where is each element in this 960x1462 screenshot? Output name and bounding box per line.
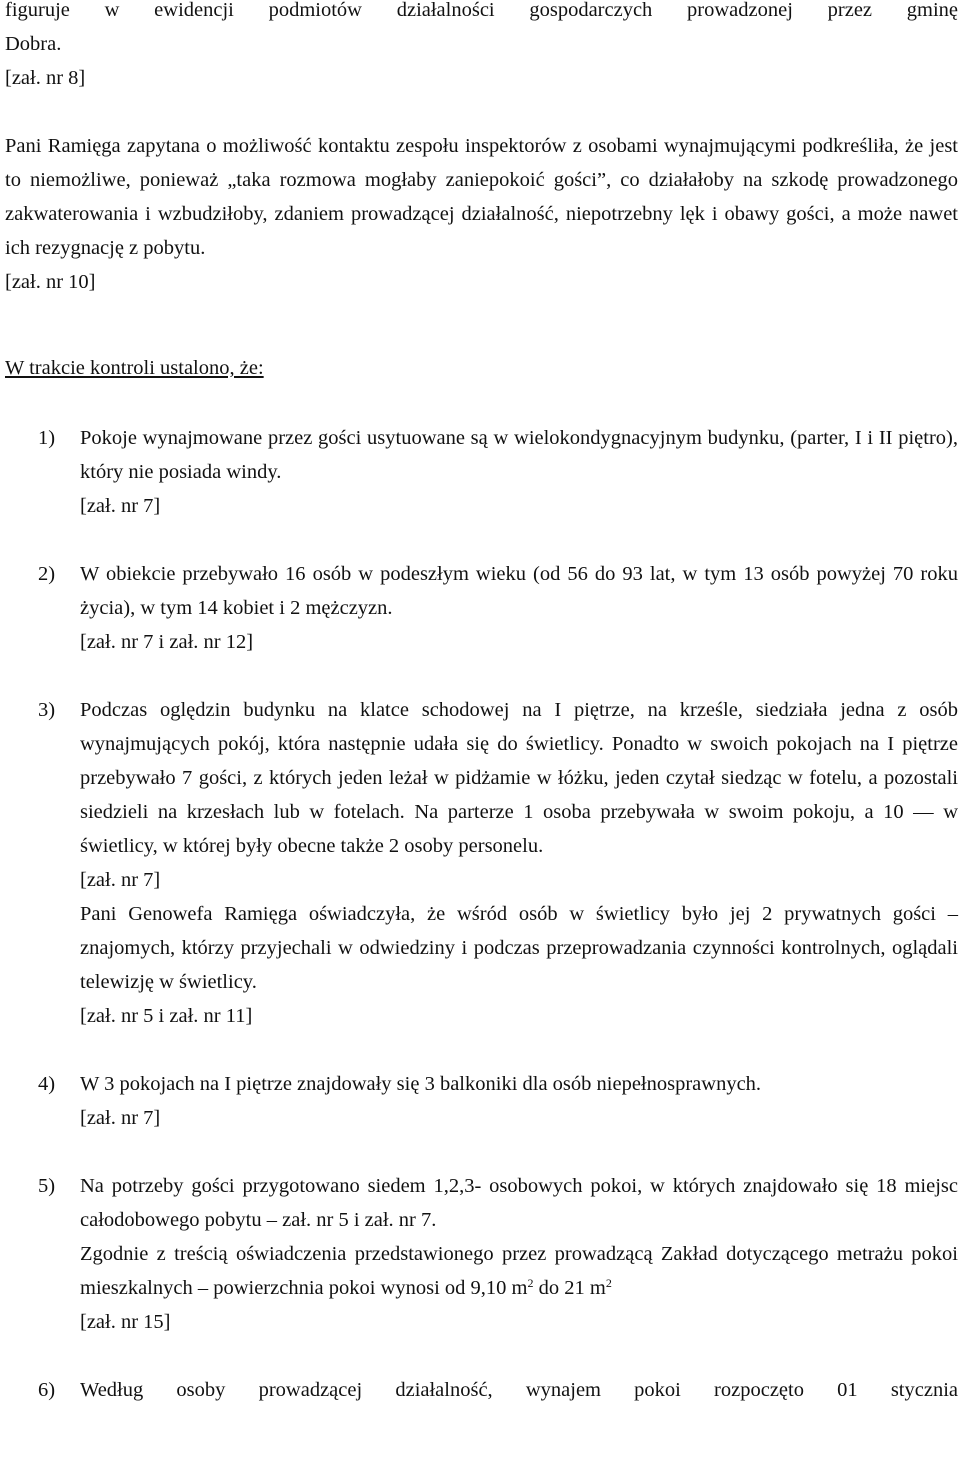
attachment-reference: [zał. nr 10] — [5, 271, 96, 293]
attachment-reference: [zał. nr 7] — [80, 1107, 161, 1129]
findings-list — [5, 421, 958, 1407]
item-text: W 3 pokojach na I piętrze znajdowały się 3 balkoniki dla osób niepełnosprawnych. — [80, 1073, 762, 1095]
attachment-reference: [zał. nr 8] — [5, 67, 86, 89]
item-number: 2) — [38, 563, 56, 585]
item-number: 4) — [38, 1073, 56, 1095]
superscript: 2 — [527, 1276, 534, 1290]
attachment-reference: [zał. nr 7 i zał. nr 12] — [80, 631, 254, 653]
attachment-reference: [zał. nr 7] — [80, 869, 161, 891]
item-text: Pani Genowefa Ramięga oświadczyła, że wśród osób w świetlicy było jej 2 prywatnych gości – znajomych, którzy przyjechali w odwiedziny i podczas przeprowadzania czynności kontrolnych, oglądali telewizję w świetlicy. — [80, 903, 958, 993]
item-number: 1) — [38, 427, 56, 449]
item-text: Według osoby prowadzącej działalność, wynajem pokoi rozpoczęto 01 stycznia — [80, 1379, 958, 1401]
list-item — [5, 693, 958, 1033]
list-item — [5, 1067, 958, 1135]
item-number: 6) — [38, 1379, 56, 1401]
superscript: 2 — [605, 1276, 612, 1290]
paragraph: Pani Ramięga zapytana o możliwość kontaktu zespołu inspektorów z osobami wynajmującymi podkreśliła, że jest to niemożliwe, ponieważ „taka rozmowa mogłaby zaniepokoić gości”, co działałoby na szkodę prowadzonego zakwaterowania i wzbudziłoby, zdaniem prowadzącej działalność, niepotrzebny lęk i obawy gości, a może nawet ich rezygnację z pobytu. — [5, 135, 958, 259]
item-text — [80, 1237, 958, 1305]
document-page — [5, 0, 958, 1407]
attachment-reference: [zał. nr 15] — [80, 1311, 171, 1333]
intro-line: Dobra. — [5, 33, 62, 55]
item-text: Pokoje wynajmowane przez gości usytuowane są w wielokondygnacyjnym budynku, (parter, I i II piętro), który nie posiada windy. — [80, 427, 958, 483]
spacer — [5, 299, 958, 351]
section-heading: W trakcie kontroli ustalono, że: — [5, 357, 264, 379]
text-segment: do 21 m — [533, 1277, 606, 1299]
spacer — [5, 385, 958, 421]
item-number: 3) — [38, 699, 56, 721]
item-text: W obiekcie przebywało 16 osób w podeszłym wieku (od 56 do 93 lat, w tym 13 osób powyżej 70 roku życia), w tym 14 kobiet i 2 mężczyzn. — [80, 563, 958, 619]
intro-line: figuruje w ewidencji podmiotów działalności gospodarczych prowadzonej przez gminę — [5, 0, 958, 21]
item-text: Na potrzeby gości przygotowano siedem 1,2,3- osobowych pokoi, w których znajdowało się 18 miejsc całodobowego pobytu – zał. nr 5 i zał. nr 7. — [80, 1175, 958, 1231]
item-number: 5) — [38, 1175, 56, 1197]
list-item — [5, 421, 958, 523]
item-text: Podczas oględzin budynku na klatce schodowej na I piętrze, na krześle, siedziała jedna z osób wynajmujących pokój, która następnie udała się do świetlicy. Ponadto w swoich pokojach na I piętrze przebywało 7 gości, z których jeden leżał w pidżamie w łóżku, jeden czytał siedząc w fotelu, a pozostali siedzieli na krzesłach lub w fotelach. Na parterze 1 osoba przebywała w swoim pokoju, a 10 — w świetlicy, w której były obecne także 2 osoby personelu. — [80, 699, 958, 857]
attachment-reference: [zał. nr 5 i zał. nr 11] — [80, 1005, 253, 1027]
attachment-reference: [zał. nr 7] — [80, 495, 161, 517]
list-item — [5, 557, 958, 659]
text-segment: Zgodnie z treścią oświadczenia przedstawionego przez prowadzącą Zakład dotyczącego metrażu pokoi mieszkalnych – powierzchnia pokoi wynosi od 9,10 m — [80, 1243, 958, 1299]
list-item — [5, 1373, 958, 1407]
list-item — [5, 1169, 958, 1339]
spacer — [5, 95, 958, 129]
